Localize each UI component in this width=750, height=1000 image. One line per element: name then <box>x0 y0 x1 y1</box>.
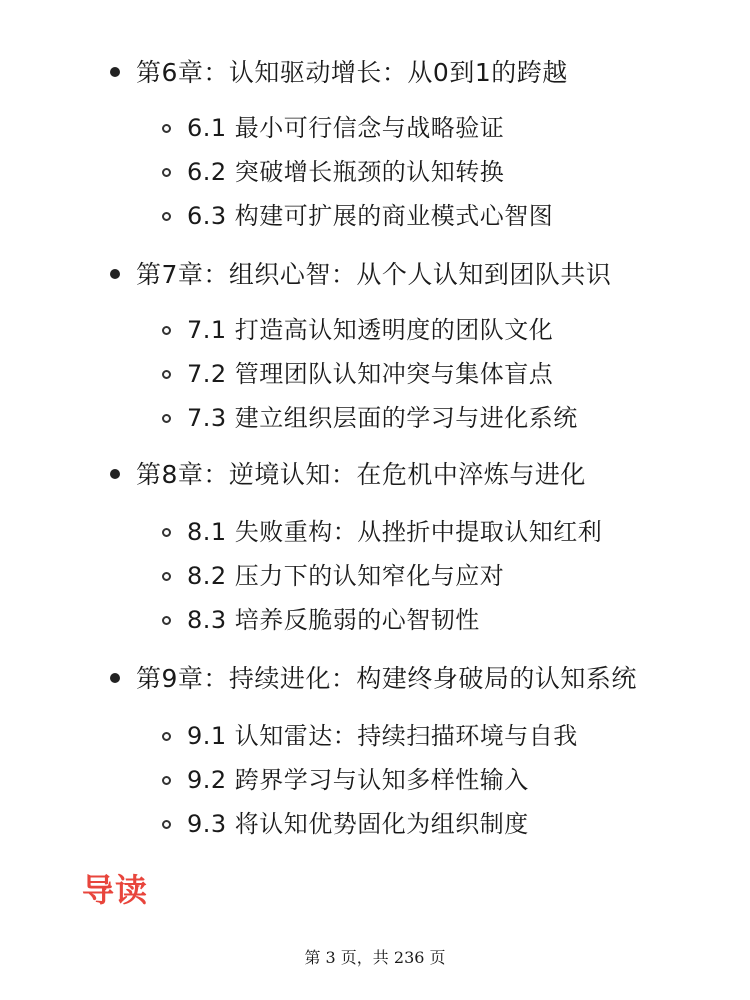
section-title: 8.3 培养反脆弱的心智韧性 <box>187 606 480 634</box>
page-footer: 第 3 页，共 236 页 <box>304 948 446 967</box>
hollow-bullet-icon <box>162 732 171 741</box>
section-title: 8.2 压力下的认知窄化与应对 <box>187 562 505 590</box>
chapter-item <box>110 454 586 494</box>
section-item <box>162 398 578 438</box>
bullet-icon <box>110 269 120 279</box>
section-title: 7.1 打造高认知透明度的团队文化 <box>187 316 554 344</box>
section-title: 6.2 突破增长瓶颈的认知转换 <box>187 158 505 186</box>
chapter-title: 第9章：持续进化：构建终身破局的认知系统 <box>136 663 637 693</box>
section-title: 9.1 认知雷达：持续扫描环境与自我 <box>187 722 578 750</box>
chapter-title: 第7章：组织心智：从个人认知到团队共识 <box>136 259 612 289</box>
section-item <box>162 600 480 640</box>
hollow-bullet-icon <box>162 212 171 221</box>
hollow-bullet-icon <box>162 528 171 537</box>
hollow-bullet-icon <box>162 776 171 785</box>
hollow-bullet-icon <box>162 124 171 133</box>
bullet-icon <box>110 67 120 77</box>
section-title: 7.3 建立组织层面的学习与进化系统 <box>187 404 578 432</box>
bullet-icon <box>110 469 120 479</box>
section-item <box>162 760 529 800</box>
chapter-title: 第6章：认知驱动增长：从0到1的跨越 <box>136 57 568 87</box>
section-item <box>162 196 553 236</box>
hollow-bullet-icon <box>162 326 171 335</box>
section-title: 6.1 最小可行信念与战略验证 <box>187 114 505 142</box>
bullet-icon <box>110 673 120 683</box>
chapter-item <box>110 254 611 294</box>
hollow-bullet-icon <box>162 616 171 625</box>
section-title: 9.3 将认知优势固化为组织制度 <box>187 810 529 838</box>
chapter-title: 第8章：逆境认知：在危机中淬炼与进化 <box>136 459 586 489</box>
section-heading: 导读 <box>82 871 149 909</box>
section-title: 7.2 管理团队认知冲突与集体盲点 <box>187 360 554 388</box>
section-item <box>162 716 578 756</box>
section-item <box>162 152 504 192</box>
hollow-bullet-icon <box>162 370 171 379</box>
section-item <box>162 354 553 394</box>
chapter-item <box>110 658 637 698</box>
section-title: 8.1 失败重构：从挫折中提取认知红利 <box>187 518 603 546</box>
section-item <box>162 804 529 844</box>
section-item <box>162 108 504 148</box>
hollow-bullet-icon <box>162 572 171 581</box>
section-title: 9.2 跨界学习与认知多样性输入 <box>187 766 529 794</box>
hollow-bullet-icon <box>162 414 171 423</box>
hollow-bullet-icon <box>162 168 171 177</box>
hollow-bullet-icon <box>162 820 171 829</box>
section-title: 6.3 构建可扩展的商业模式心智图 <box>187 202 554 230</box>
section-item <box>162 310 553 350</box>
chapter-item <box>110 52 568 92</box>
section-item <box>162 512 602 552</box>
section-item <box>162 556 504 596</box>
